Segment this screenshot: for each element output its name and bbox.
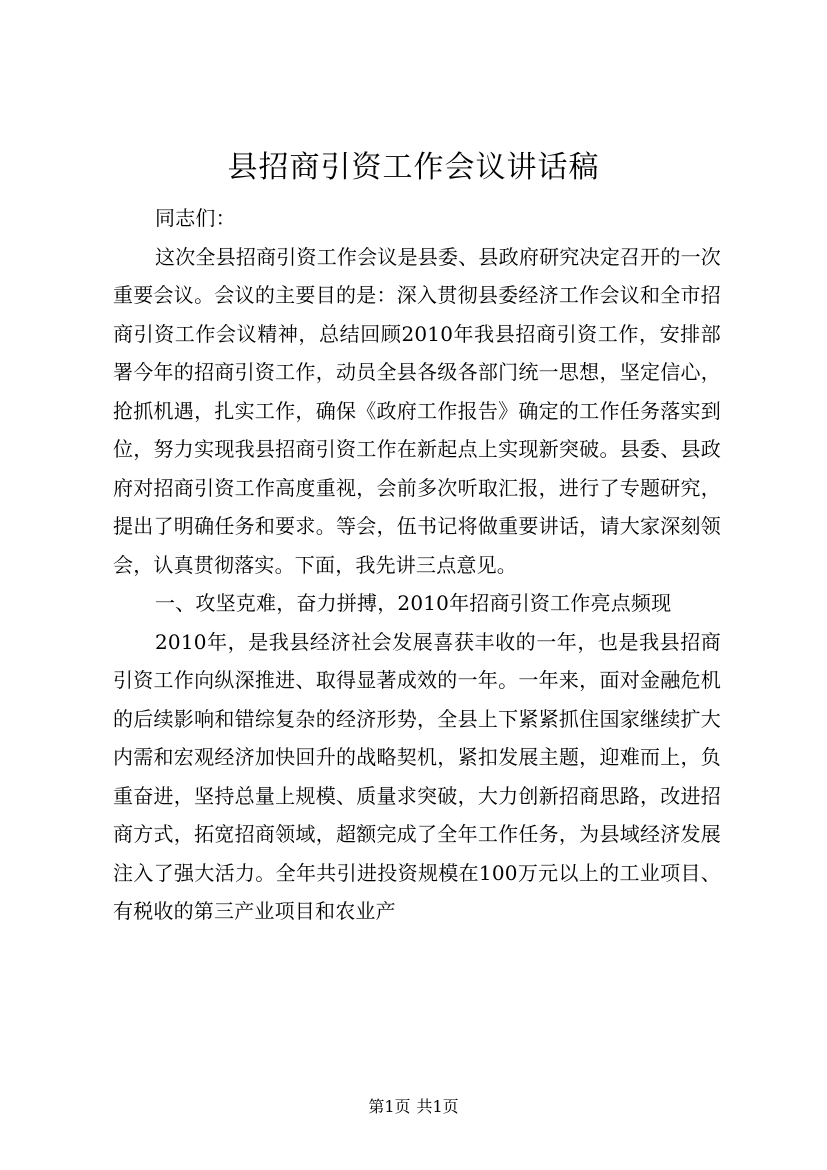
document-body [113, 199, 721, 931]
paragraph-intro: 这次全县招商引资工作会议是县委、县政府研究决定召开的一次重要会议。会议的主要目的是：深入贯彻县委经济工作会议和全市招商引资工作会议精神，总结回顾2010年我县招商引资工作，安排部署今年的招商引资工作，动员全县各级各部门统一思想，坚定信心，抢抓机遇，扎实工作，确保《政府工作报告》确定的工作任务落实到位，努力实现我县招商引资工作在新起点上实现新突破。县委、县政府对招商引资工作高度重视，会前多次听取汇报，进行了专题研究，提出了明确任务和要求。等会，伍书记将做重要讲话，请大家深刻领会，认真贯彻落实。下面，我先讲三点意见。 [113, 244, 721, 577]
salutation: 同志们： [155, 206, 236, 230]
paragraph-2010-review: 2010年，是我县经济社会发展喜获丰收的一年，也是我县招商引资工作向纵深推进、取得显著成效的一年。一年来，面对金融危机的后续影响和错综复杂的经济形势，全县上下紧紧抓住国家继续扩大内需和宏观经济加快回升的战略契机，紧扣发展主题，迎难而上，负重奋进，坚持总量上规模、质量求突破，大力创新招商思路，改进招商方式，拓宽招商领域，超额完成了全年工作任务，为县域经济发展注入了强大活力。全年共引进投资规模在100万元以上的工业项目、有税收的第三产业项目和农业产 [113, 629, 721, 923]
page-number: 第1页 [368, 1097, 411, 1116]
section-heading-1: 一、攻坚克难，奋力拼搏，2010年招商引资工作亮点频现 [155, 591, 672, 615]
page-footer [0, 1097, 827, 1117]
document-title: 县招商引资工作会议讲话稿 [227, 150, 600, 185]
page-total: 共1页 [416, 1097, 459, 1116]
